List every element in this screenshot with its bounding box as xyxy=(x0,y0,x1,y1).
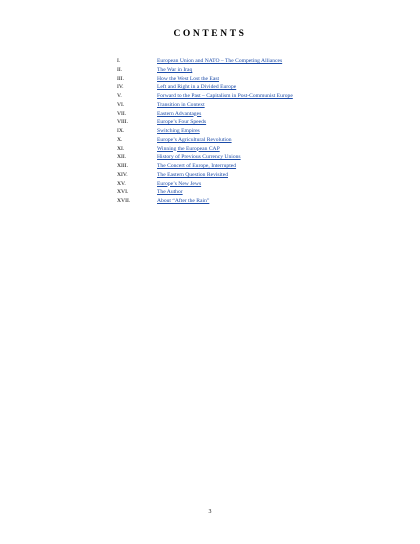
toc-entry-16 xyxy=(117,188,377,197)
toc-entry-number: XIV. xyxy=(117,171,128,178)
toc-entry-link[interactable]: Transition in Context xyxy=(157,101,205,108)
toc-entry-link[interactable]: The War in Iraq xyxy=(157,66,193,73)
toc-entry-number: I. xyxy=(117,58,121,64)
toc-entry-7 xyxy=(117,110,377,119)
toc-entry-link[interactable]: About “After the Rain” xyxy=(157,198,210,204)
toc-entry-number: VII. xyxy=(117,110,127,117)
toc-entry-1 xyxy=(117,57,377,66)
toc-entry-link[interactable]: Eastern Advantages xyxy=(157,110,202,117)
toc-entry-number: XIII. xyxy=(117,163,129,169)
toc-entry-11 xyxy=(117,145,377,154)
toc-entry-link[interactable]: The Eastern Question Revisited xyxy=(157,171,228,178)
toc-entry-number: VI. xyxy=(117,101,125,108)
toc-entry-number: XVI. xyxy=(117,189,129,196)
toc-entry-link[interactable]: Europe’s New Jews xyxy=(157,180,202,187)
toc-entry-link[interactable]: Europe’s Agricultural Revolution xyxy=(157,136,232,143)
toc-entry-number: V. xyxy=(117,93,122,99)
toc-entry-link[interactable]: Left and Right in a Divided Europe xyxy=(157,84,237,91)
toc-entry-8 xyxy=(117,118,377,127)
toc-entry-link[interactable]: The Concert of Europe, Interrupted xyxy=(157,163,237,169)
table-of-contents xyxy=(117,57,377,206)
toc-entry-number: VIII. xyxy=(117,119,129,126)
toc-entry-4 xyxy=(117,83,377,92)
toc-entry-5 xyxy=(117,92,377,101)
toc-entry-number: XV. xyxy=(117,180,126,187)
toc-entry-link[interactable]: European Union and NATO – The Competing Alliances xyxy=(157,58,283,64)
toc-entry-number: XI. xyxy=(117,145,125,152)
toc-entry-number: II. xyxy=(117,66,123,73)
toc-entry-link[interactable]: Europe’s Four Speeds xyxy=(157,119,207,126)
toc-entry-14 xyxy=(117,171,377,180)
toc-entry-number: III. xyxy=(117,75,124,82)
toc-entry-17 xyxy=(117,197,377,206)
toc-entry-number: XII. xyxy=(117,154,127,161)
toc-entry-number: IV. xyxy=(117,84,124,91)
toc-entry-link[interactable]: History of Previous Currency Unions xyxy=(157,154,241,161)
toc-entry-13 xyxy=(117,162,377,171)
toc-entry-6 xyxy=(117,101,377,110)
toc-entry-3 xyxy=(117,75,377,84)
toc-entry-link[interactable]: Winning the European CAP xyxy=(157,145,220,152)
toc-entry-link[interactable]: Switching Empires xyxy=(157,128,200,134)
toc-entry-link[interactable]: Forward to the Past – Capitalism in Post-Communist Europe xyxy=(157,93,293,99)
toc-entry-10 xyxy=(117,136,377,145)
toc-entry-15 xyxy=(117,180,377,189)
toc-entry-number: IX. xyxy=(117,128,125,134)
toc-entry-number: X. xyxy=(117,136,123,143)
toc-entry-9 xyxy=(117,127,377,136)
toc-entry-12 xyxy=(117,153,377,162)
toc-entry-link[interactable]: The Author xyxy=(157,189,183,196)
toc-entry-link[interactable]: How the West Lost the East xyxy=(157,75,220,82)
page-title: CONTENTS xyxy=(173,29,247,39)
page-number: 3 xyxy=(208,509,212,515)
toc-entry-2 xyxy=(117,66,377,75)
toc-entry-number: XVII. xyxy=(117,198,131,204)
